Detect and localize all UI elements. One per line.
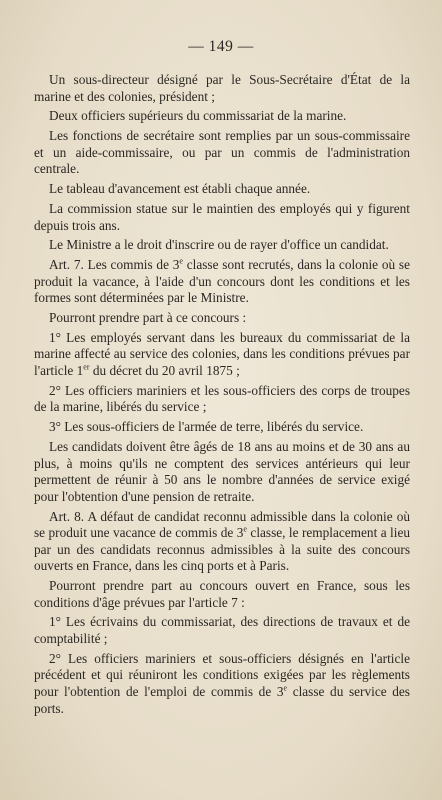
article-8-paragraph: Art. 8. A défaut de candidat reconnu admissible dans la colonie où se produit une vacance de commis de 3e classe, le remplacement a lieu par un des candidats reconnus admissibles à la suite des concours ouverts en France, dans les cinq ports et à Paris. [34,508,410,574]
list-item: 3° Les sous-officiers de l'armée de terre, libérés du service. [49,419,364,435]
paragraph: Les fonctions de secrétaire sont remplies par un sous-commissaire et un aide-commissaire, ou par un commis de l'administration centrale. [34,128,410,177]
paragraph: Pourront prendre part à ce concours : [49,310,247,326]
page-number: — 149 — [188,38,254,55]
paragraph: Un sous-directeur désigné par le Sous-Secrétaire d'État de la marine et des colonies, président ; [34,72,410,104]
paragraph: Deux officiers supérieurs du commissariat de la marine. [49,108,347,124]
paragraph: La commission statue sur le maintien des employés qui y figurent depuis trois ans. [34,200,410,233]
list-item: 2° Les officiers mariniers et sous-officiers désignés en l'article précédent et qui réuniront les conditions exigées par les règlements pour l'obtention de l'emploi de commis de 3e classe du service des ports. [34,650,410,716]
body-text [34,72,410,720]
paragraph: Pourront prendre part au concours ouvert en France, sous les conditions d'âge prévues par l'article 7 : [34,578,410,610]
paragraph: Les candidats doivent être âgés de 18 ans au moins et de 30 ans au plus, à moins qu'ils ne comptent des services antérieurs qui leur permettent de réunir à 50 ans le nombre d'années de service exigé pour l'obtention d'une pension de retraite. [34,438,410,504]
paragraph: Le tableau d'avancement est établi chaque année. [49,181,311,197]
article-7-paragraph: Art. 7. Les commis de 3e classe sont recrutés, dans la colonie où se produit la vacance, à l'aide d'un concours dont les conditions et les formes sont déterminées par le Ministre. [34,256,410,306]
list-item: 1° Les employés servant dans les bureaux du commissariat de la marine affecté au service des colonies, dans les conditions prévues par l'article 1er du décret du 20 avril 1875 ; [34,329,410,378]
paragraph: Le Ministre a le droit d'inscrire ou de rayer d'office un candidat. [49,237,389,253]
list-item: 1° Les écrivains du commissariat, des directions de travaux et de comptabilité ; [34,614,410,647]
list-item: 2° Les officiers mariniers et les sous-officiers des corps de troupes de la marine, libérés du service ; [34,382,410,415]
